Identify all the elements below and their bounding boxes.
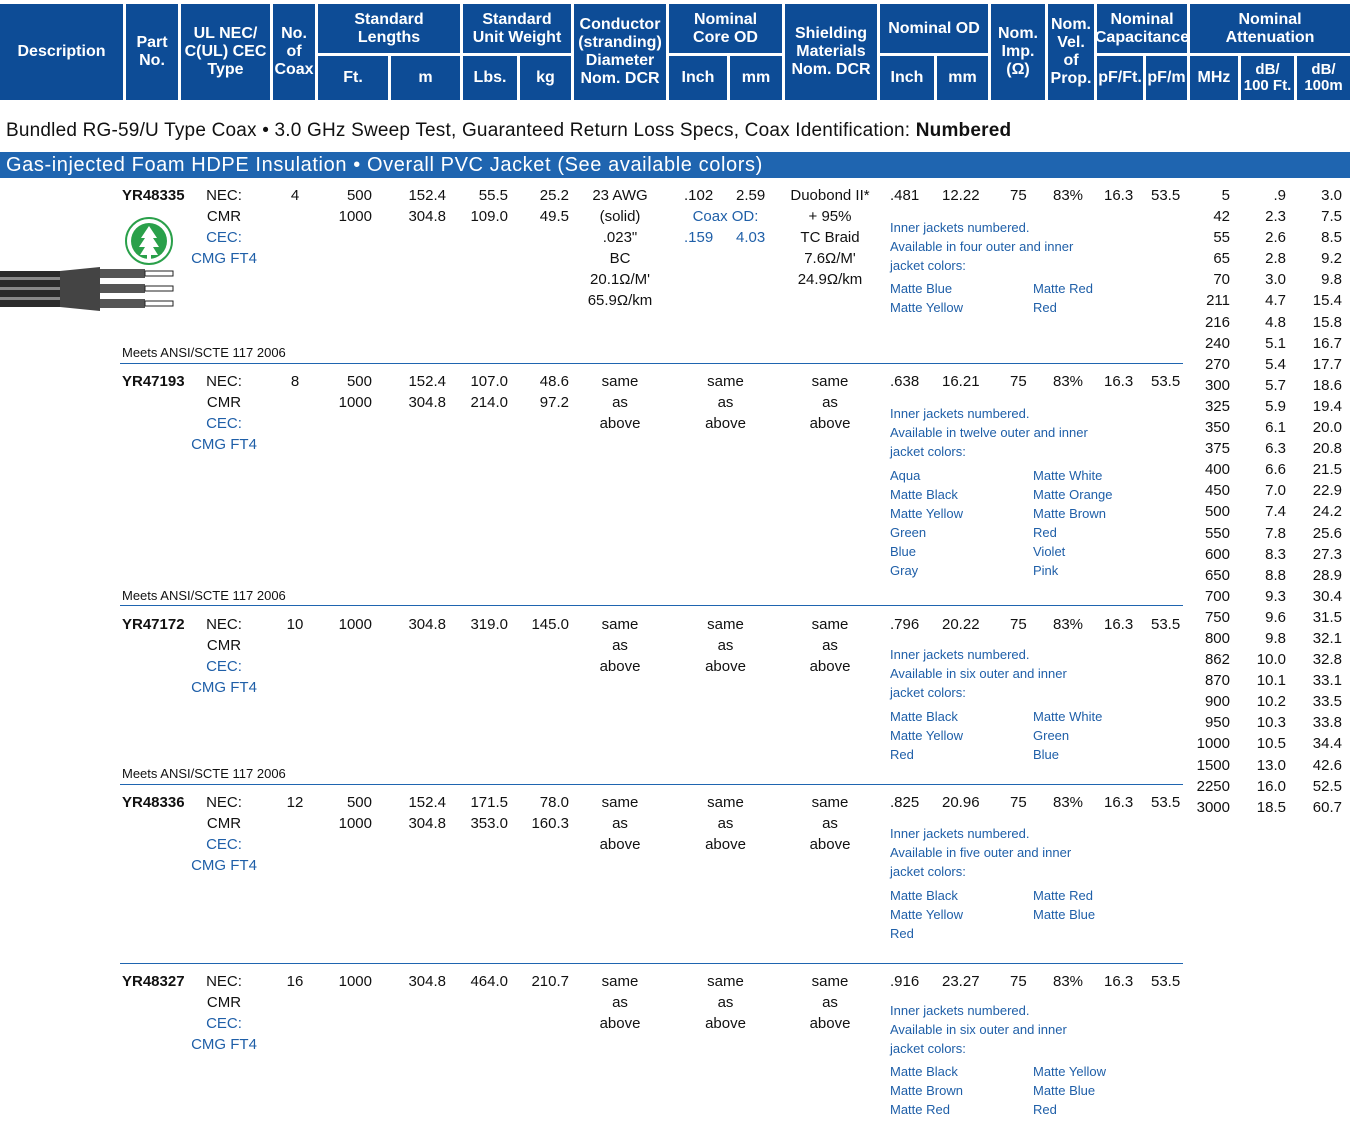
velocity: 83% xyxy=(1053,373,1084,390)
row-divider xyxy=(120,363,1183,364)
shielding-spec: same as above xyxy=(809,616,851,675)
core-od-mm: 2.59 xyxy=(736,187,766,204)
length-ft: 500 1000 xyxy=(338,373,372,411)
cert-nec: NEC: xyxy=(206,373,242,390)
shielding-spec: same as above xyxy=(809,973,851,1032)
cert-nec: NEC: xyxy=(206,973,242,990)
cap-pfft: 16.3 xyxy=(1104,373,1134,390)
coax-od-label: Coax OD: xyxy=(692,208,759,225)
cert-nec: NEC: xyxy=(206,187,242,204)
col-no-coax: No. of Coax xyxy=(273,4,315,100)
weight-kg: 210.7 xyxy=(531,973,569,990)
col-std-weight: Standard Unit Weight xyxy=(463,4,571,53)
part-number: YR48336 xyxy=(122,794,185,811)
cap-pfm: 53.5 xyxy=(1151,973,1181,990)
weight-lbs: 107.0 214.0 xyxy=(470,373,508,411)
standard-note: Meets ANSI/SCTE 117 2006 xyxy=(122,766,286,781)
product-subtitle: Bundled RG-59/U Type Coax • 3.0 GHz Sweep Test, Guaranteed Return Loss Specs, Coax Identification: Numbered xyxy=(6,120,1012,141)
part-number: YR47193 xyxy=(122,373,185,390)
coax-od-inch: .159 xyxy=(684,229,714,246)
col-std-lengths: Standard Lengths xyxy=(318,4,460,53)
impedance: 75 xyxy=(1010,187,1027,204)
colors-right: Matte White Matte Orange Matte Brown Red Violet Pink xyxy=(1033,468,1113,578)
coax-count: 12 xyxy=(286,794,304,811)
colors-left: Aqua Matte Black Matte Yellow Green Blue Gray xyxy=(890,468,963,578)
jacket-note: Inner jackets numbered. Available in six outer and inner jacket colors: xyxy=(890,647,1067,700)
col-shielding: Shielding Materials Nom. DCR xyxy=(785,4,877,100)
col-conductor: Conductor (stranding) Diameter Nom. DCR xyxy=(574,4,666,100)
cert-cmr: CMR xyxy=(206,815,242,832)
jacket-note: Inner jackets numbered. Available in four outer and inner jacket colors: xyxy=(890,220,1074,273)
od-mm: 23.27 xyxy=(942,973,980,990)
length-ft: 1000 xyxy=(338,616,372,633)
col-ul-nec: UL NEC/ C(UL) CEC Type xyxy=(181,4,270,100)
weight-kg: 48.6 97.2 xyxy=(539,373,569,411)
core-od-spec: same as above xyxy=(705,794,746,853)
shielding-spec: same as above xyxy=(809,373,851,432)
col-m: m xyxy=(391,56,460,100)
attenuation-db100ft: .9 2.3 2.6 2.8 3.0 4.7 4.8 5.1 5.4 5.7 5.9 6.1 6.3 6.6 7.0 7.4 7.8 8.3 8.8 9.3 9.6 9.8 10.0 10.1 10.2 10.3 10.5 13.0 16.0 18.5 xyxy=(1256,187,1286,816)
coax-od-mm: 4.03 xyxy=(736,229,766,246)
length-ft: 500 1000 xyxy=(338,187,372,225)
cert-cmr: CMR xyxy=(206,208,242,225)
velocity: 83% xyxy=(1053,973,1084,990)
velocity: 83% xyxy=(1053,616,1084,633)
cert-cmg: CMG FT4 xyxy=(191,250,257,267)
col-core-mm: mm xyxy=(730,56,782,100)
col-nominal-od: Nominal OD xyxy=(880,4,988,53)
part-number: YR48335 xyxy=(122,187,185,204)
col-pfm: pF/m xyxy=(1146,56,1187,100)
coax-count: 16 xyxy=(286,973,304,990)
cap-pfm: 53.5 xyxy=(1151,616,1181,633)
colors-right: Matte Red Red xyxy=(1033,281,1093,315)
impedance: 75 xyxy=(1010,794,1027,811)
cert-cec: CEC: xyxy=(206,836,242,853)
colors-right: Matte White Green Blue xyxy=(1033,709,1103,762)
cap-pfft: 16.3 xyxy=(1104,616,1134,633)
cert-cmg: CMG FT4 xyxy=(191,436,257,453)
cert-cmg: CMG FT4 xyxy=(191,1036,257,1053)
velocity: 83% xyxy=(1053,187,1084,204)
conductor-spec: same as above xyxy=(599,373,641,432)
weight-kg: 145.0 xyxy=(531,616,569,633)
cap-pfft: 16.3 xyxy=(1104,187,1134,204)
core-od-spec: same as above xyxy=(705,373,746,432)
weight-lbs: 319.0 xyxy=(470,616,508,633)
colors-right: Matte Yellow Matte Blue Red xyxy=(1033,1064,1106,1117)
shielding-spec: same as above xyxy=(809,794,851,853)
length-ft: 500 1000 xyxy=(338,794,372,832)
cert-cec: CEC: xyxy=(206,1015,242,1032)
cert-nec: NEC: xyxy=(206,794,242,811)
col-kg: kg xyxy=(520,56,571,100)
length-m: 152.4 304.8 xyxy=(408,373,446,411)
cert-cec: CEC: xyxy=(206,229,242,246)
cert-cec: CEC: xyxy=(206,658,242,675)
jacket-note: Inner jackets numbered. Available in six outer and inner jacket colors: xyxy=(890,1003,1067,1056)
impedance: 75 xyxy=(1010,616,1027,633)
coax-count: 4 xyxy=(290,187,300,204)
core-od-spec: same as above xyxy=(705,616,746,675)
row-divider xyxy=(120,605,1183,606)
colors-left: Matte Blue Matte Yellow xyxy=(890,281,963,315)
colors-left: Matte Black Matte Yellow Red xyxy=(890,888,963,941)
conductor-spec: same as above xyxy=(599,616,641,675)
velocity: 83% xyxy=(1053,794,1084,811)
col-imp: Nom. Imp. (Ω) xyxy=(991,4,1045,100)
part-number: YR47172 xyxy=(122,616,185,633)
od-inch: .796 xyxy=(890,616,920,633)
length-m: 304.8 xyxy=(408,973,446,990)
cert-cec: CEC: xyxy=(206,415,242,432)
standard-note: Meets ANSI/SCTE 117 2006 xyxy=(122,588,286,603)
coax-count: 8 xyxy=(290,373,300,390)
part-number: YR48327 xyxy=(122,973,185,990)
od-inch: .481 xyxy=(890,187,920,204)
col-db100ft: dB/ 100 Ft. xyxy=(1241,56,1294,100)
cap-pfft: 16.3 xyxy=(1104,973,1134,990)
shielding-spec: Duobond II* + 95% TC Braid 7.6Ω/M' 24.9Ω/km xyxy=(790,187,870,288)
core-od-spec: same as above xyxy=(705,973,746,1032)
od-inch: .638 xyxy=(890,373,920,390)
od-mm: 20.96 xyxy=(942,794,980,811)
length-m: 304.8 xyxy=(408,616,446,633)
col-core-inch: Inch xyxy=(669,56,727,100)
col-description: Description xyxy=(0,4,123,100)
conductor-spec: same as above xyxy=(599,973,641,1032)
od-mm: 20.22 xyxy=(942,616,980,633)
length-ft: 1000 xyxy=(338,973,372,990)
cap-pfm: 53.5 xyxy=(1151,794,1181,811)
od-inch: .825 xyxy=(890,794,920,811)
table-header xyxy=(0,4,1350,100)
col-db100m: dB/ 100m xyxy=(1297,56,1350,100)
col-capacitance: Nominal Capacitance xyxy=(1097,4,1187,53)
jacket-note: Inner jackets numbered. Available in five outer and inner jacket colors: xyxy=(890,826,1072,879)
row-divider xyxy=(120,784,1183,785)
standard-note: Meets ANSI/SCTE 117 2006 xyxy=(122,345,286,360)
length-m: 152.4 304.8 xyxy=(408,187,446,225)
od-inch: .916 xyxy=(890,973,920,990)
coax-count: 10 xyxy=(286,616,304,633)
weight-kg: 78.0 160.3 xyxy=(531,794,569,832)
cert-nec: NEC: xyxy=(206,616,242,633)
colors-left: Matte Black Matte Yellow Red xyxy=(890,709,963,762)
col-mhz: MHz xyxy=(1190,56,1238,100)
col-core-od: Nominal Core OD xyxy=(669,4,782,53)
weight-lbs: 171.5 353.0 xyxy=(470,794,508,832)
col-attenuation: Nominal Attenuation xyxy=(1190,4,1350,53)
cert-cmr: CMR xyxy=(206,637,242,654)
col-part-no: Part No. xyxy=(126,4,178,100)
cert-cmg: CMG FT4 xyxy=(191,679,257,696)
attenuation-db100m: 3.0 7.5 8.5 9.2 9.8 15.4 15.8 16.7 17.7 18.6 19.4 20.0 20.8 21.5 22.9 24.2 25.6 27.3 28.9 30.4 31.5 32.1 32.8 33.1 33.5 33.8 34.4 42.6 52.5 60.7 xyxy=(1312,187,1342,816)
od-mm: 12.22 xyxy=(942,187,980,204)
conductor-spec: 23 AWG (solid) .023" BC 20.1Ω/M' 65.9Ω/km xyxy=(587,187,653,309)
impedance: 75 xyxy=(1010,373,1027,390)
colors-right: Matte Red Matte Blue xyxy=(1033,888,1096,922)
green-compliance-logo xyxy=(125,217,173,265)
cert-cmr: CMR xyxy=(206,994,242,1011)
col-pfft: pF/Ft. xyxy=(1097,56,1143,100)
row-divider xyxy=(120,963,1183,964)
conductor-spec: same as above xyxy=(599,794,641,853)
col-lbs: Lbs. xyxy=(463,56,517,100)
od-mm: 16.21 xyxy=(942,373,980,390)
jacket-note: Inner jackets numbered. Available in twelve outer and inner jacket colors: xyxy=(890,406,1088,459)
weight-kg: 25.2 49.5 xyxy=(539,187,569,225)
cap-pfft: 16.3 xyxy=(1104,794,1134,811)
col-vel: Nom. Vel. of Prop. xyxy=(1048,4,1094,100)
col-od-mm: mm xyxy=(937,56,988,100)
impedance: 75 xyxy=(1010,973,1027,990)
core-od-inch: .102 xyxy=(684,187,714,204)
cert-cmg: CMG FT4 xyxy=(191,857,257,874)
cap-pfm: 53.5 xyxy=(1151,373,1181,390)
weight-lbs: 55.5 109.0 xyxy=(470,187,508,225)
cable-illustration xyxy=(0,265,180,313)
colors-left: Matte Black Matte Brown Matte Red xyxy=(890,1064,963,1117)
length-m: 152.4 304.8 xyxy=(408,794,446,832)
col-od-inch: Inch xyxy=(880,56,934,100)
weight-lbs: 464.0 xyxy=(470,973,508,990)
col-ft: Ft. xyxy=(318,56,388,100)
attenuation-mhz: 5 42 55 65 70 211 216 240 270 300 325 350 375 400 450 500 550 600 650 700 750 800 862 870 900 950 1000 1500 2250 3000 xyxy=(1196,187,1230,816)
cap-pfm: 53.5 xyxy=(1151,187,1181,204)
cert-cmr: CMR xyxy=(206,394,242,411)
section-bar: Gas-injected Foam HDPE Insulation • Overall PVC Jacket (See available colors) xyxy=(0,152,1350,178)
